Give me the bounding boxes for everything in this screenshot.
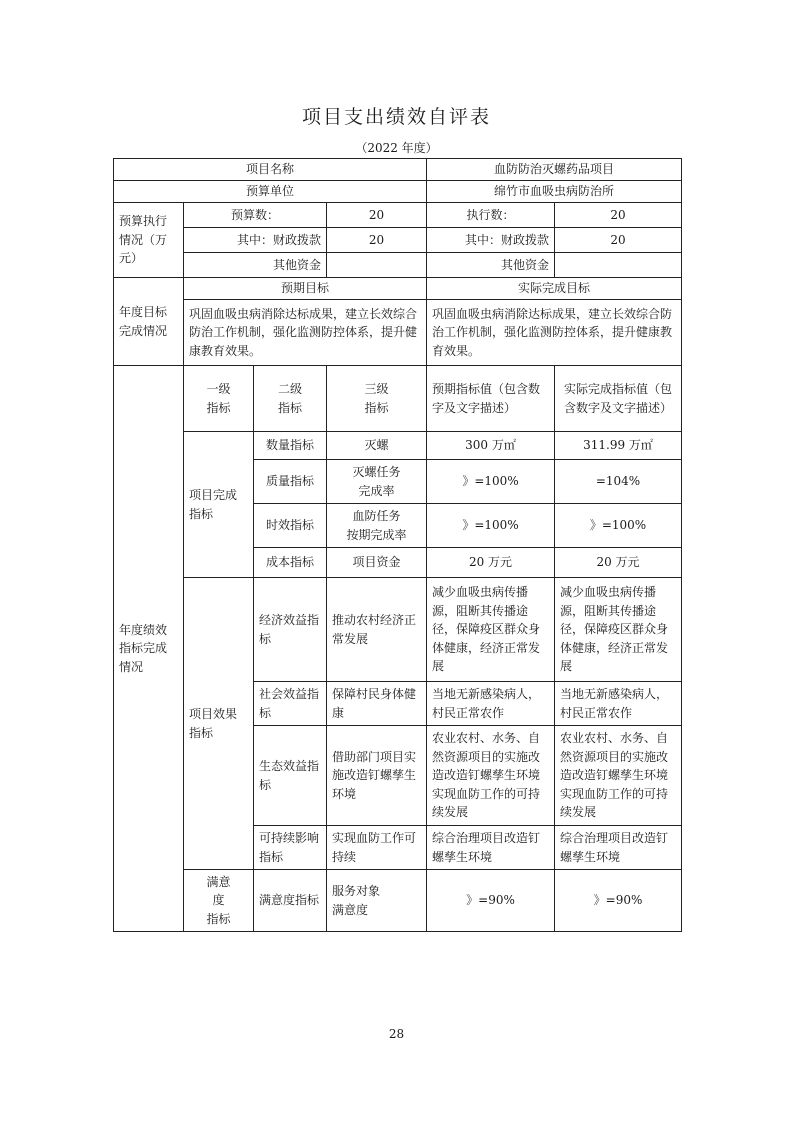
level3-cell: 推动农村经济正常发展	[327, 578, 427, 682]
project-name-value: 血防防治灭螺药品项目	[427, 159, 682, 181]
actual-cell: 311.99 万㎡	[555, 432, 682, 460]
actual-goal-text: 巩固血吸虫病消除达标成果，建立长效综合防治工作机制，强化监测防控体系，提升健康教育效果。	[427, 300, 682, 366]
level3-cell: 实现血防工作可持续	[327, 826, 427, 870]
level3-cell: 灭螺	[327, 432, 427, 460]
expected-cell: 300 万㎡	[427, 432, 555, 460]
actual-cell: 综合治理项目改造钉螺孳生环境	[555, 826, 682, 870]
budget-unit-value: 绵竹市血吸虫病防治所	[427, 181, 682, 203]
expected-cell: 当地无新感染病人，村民正常农作	[427, 682, 555, 726]
output-indicators-label: 项目完成指标	[184, 432, 254, 578]
level3-cell: 服务对象 满意度	[327, 870, 427, 932]
project-name-label: 项目名称	[114, 159, 427, 181]
level3-header: 三级 指标	[327, 366, 427, 432]
annual-goal-label: 年度目标完成情况	[114, 278, 184, 366]
level2-cell: 成本指标	[254, 548, 327, 578]
budget-row-1	[114, 203, 682, 228]
level3-cell: 保障村民身体健康	[327, 682, 427, 726]
level3-cell: 灭螺任务 完成率	[327, 460, 427, 504]
expected-value-header: 预期指标值（包含数字及文字描述）	[427, 366, 555, 432]
fiscal-year: （2022 年度）	[355, 141, 438, 155]
annual-indicators-label: 年度绩效指标完成情况	[114, 366, 184, 932]
table-row	[114, 432, 682, 460]
expected-cell: 》=100%	[427, 504, 555, 548]
actual-cell: 当地无新感染病人，村民正常农作	[555, 682, 682, 726]
expected-cell: 》=90%	[427, 870, 555, 932]
satisfaction-indicators-label: 满意 度 指标	[184, 870, 254, 932]
level2-cell: 可持续影响指标	[254, 826, 327, 870]
budget-unit-row	[114, 181, 682, 203]
expected-cell: 综合治理项目改造钉螺孳生环境	[427, 826, 555, 870]
expected-goal-text: 巩固血吸虫病消除达标成果，建立长效综合防治工作机制，强化监测防控体系，提升健康教育效果。	[184, 300, 427, 366]
level3-cell: 项目资金	[327, 548, 427, 578]
actual-cell: 20 万元	[555, 548, 682, 578]
fiscal-executed-value: 20	[555, 228, 682, 253]
actual-value-header: 实际完成指标值（包含数字及文字描述）	[555, 366, 682, 432]
annual-goal-header-row	[114, 278, 682, 300]
page-title: 项目支出绩效自评表	[301, 106, 491, 128]
level3-cell: 血防任务 按期完成率	[327, 504, 427, 548]
other-funds-label: 其他资金	[184, 253, 327, 278]
level2-cell: 社会效益指标	[254, 682, 327, 726]
effect-indicators-label: 项目效果指标	[184, 578, 254, 870]
actual-cell: 减少血吸虫病传播源，阻断其传播途径，保障疫区群众身体健康，经济正常发展	[555, 578, 682, 682]
level2-cell: 时效指标	[254, 504, 327, 548]
actual-cell: 农业农村、水务、自然资源项目的实施改造改造钉螺孳生环境实现血防工作的可持续发展	[555, 726, 682, 826]
expected-cell: 》=100%	[427, 460, 555, 504]
executed-label: 执行数：	[427, 203, 555, 228]
page-number: 28	[388, 1027, 405, 1041]
expected-goal-header: 预期目标	[184, 278, 427, 300]
other-funds-executed-label: 其他资金	[427, 253, 555, 278]
level3-cell: 借助部门项目实施改造钉螺孳生环境	[327, 726, 427, 826]
self-evaluation-table	[113, 158, 682, 932]
level2-cell: 质量指标	[254, 460, 327, 504]
budget-row-2	[114, 228, 682, 253]
expected-cell: 20 万元	[427, 548, 555, 578]
expected-cell: 农业农村、水务、自然资源项目的实施改造改造钉螺孳生环境实现血防工作的可持续发展	[427, 726, 555, 826]
budget-row-3	[114, 253, 682, 278]
level1-header: 一级 指标	[184, 366, 254, 432]
level2-cell: 经济效益指标	[254, 578, 327, 682]
actual-cell: 》=90%	[555, 870, 682, 932]
budget-unit-label: 预算单位	[114, 181, 427, 203]
fiscal-budget-label: 其中：财政拨款	[184, 228, 327, 253]
fiscal-executed-label: 其中：财政拨款	[427, 228, 555, 253]
budget-execution-label: 预算执行情况（万元）	[114, 203, 184, 278]
level2-cell: 生态效益指标	[254, 726, 327, 826]
table-row	[114, 870, 682, 932]
executed-value: 20	[555, 203, 682, 228]
budget-amount-value: 20	[327, 203, 427, 228]
annual-goal-text-row	[114, 300, 682, 366]
level2-cell: 满意度指标	[254, 870, 327, 932]
level2-cell: 数量指标	[254, 432, 327, 460]
level2-header: 二级 指标	[254, 366, 327, 432]
budget-amount-label: 预算数：	[184, 203, 327, 228]
table-row	[114, 578, 682, 682]
other-funds-budget	[327, 253, 427, 278]
indicator-header-row	[114, 366, 682, 432]
expected-cell: 减少血吸虫病传播源，阻断其传播途径，保障疫区群众身体健康，经济正常发展	[427, 578, 555, 682]
project-name-row	[114, 159, 682, 181]
actual-cell: 》=100%	[555, 504, 682, 548]
actual-goal-header: 实际完成目标	[427, 278, 682, 300]
other-funds-executed	[555, 253, 682, 278]
fiscal-budget-value: 20	[327, 228, 427, 253]
actual-cell: =104%	[555, 460, 682, 504]
